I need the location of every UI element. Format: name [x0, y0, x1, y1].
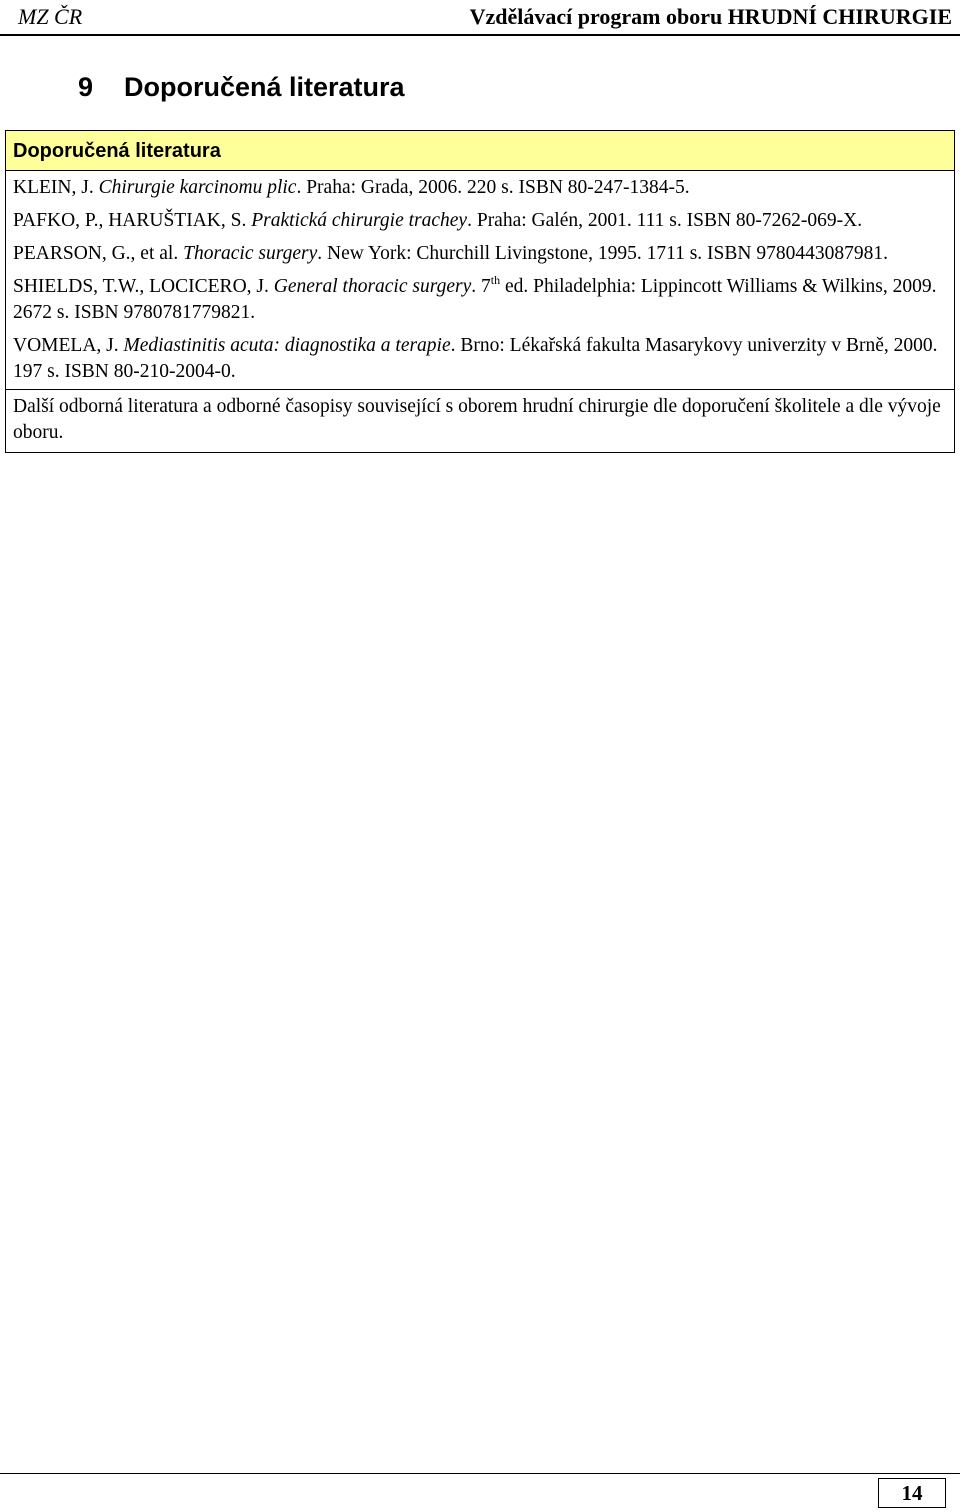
header-ministry: MZ ČR [18, 4, 83, 29]
chapter-title: Doporučená literatura [124, 72, 405, 102]
reference-details: . Praha: Grada, 2006. 220 s. ISBN 80-247-1384-5. [296, 177, 690, 198]
reference-item [13, 274, 946, 326]
reference-details: . Praha: Galén, 2001. 111 s. ISBN 80-7262-069-X. [467, 210, 863, 231]
literature-note: Další odborná literatura a odborné časopisy související s oborem hrudní chirurgie dle doporučení školitele a dle vývoje oboru. [13, 396, 941, 443]
reference-title: Praktická chirurgie trachey [251, 210, 468, 231]
reference-edition-superscript: th [490, 273, 501, 287]
reference-title: Mediastinitis acuta: diagnostika a terapie [123, 335, 451, 356]
page-header [0, 0, 960, 36]
reference-list [6, 171, 954, 390]
reference-authors: SHIELDS, T.W., LOCICERO, J. [13, 276, 274, 297]
reference-details: ed. Philadelphia: Lippincott Williams & Wilkins, 2009. 2672 s. ISBN 9780781779821. [13, 276, 937, 323]
reference-item [13, 208, 946, 234]
reference-item [13, 175, 946, 201]
reference-item [13, 333, 946, 385]
page-footer [0, 1473, 960, 1511]
literature-table-heading: Doporučená literatura [6, 131, 954, 171]
reference-title: Thoracic surgery [183, 243, 318, 264]
chapter-number: 9 [78, 72, 94, 102]
page-number: 14 [878, 1478, 946, 1508]
reference-edition: . 7 [471, 276, 491, 297]
reference-item [13, 241, 946, 267]
reference-details: . Brno: Lékařská fakulta Masarykovy univerzity v Brně, 2000. 197 s. ISBN 80-210-2004-0. [13, 335, 938, 382]
literature-table [5, 130, 955, 453]
reference-authors: PEARSON, G., et al. [13, 243, 184, 264]
header-program-title: Vzdělávací program oboru HRUDNÍ CHIRURGIE [469, 4, 952, 29]
reference-title: General thoracic surgery [273, 276, 472, 297]
chapter-heading [78, 72, 405, 103]
reference-title: Chirurgie karcinomu plic [98, 177, 297, 198]
reference-authors: VOMELA, J. [13, 335, 124, 356]
reference-authors: KLEIN, J. [13, 177, 99, 198]
reference-details: . New York: Churchill Livingstone, 1995. 1711 s. ISBN 9780443087981. [317, 243, 888, 264]
reference-authors: PAFKO, P., HARUŠTIAK, S. [13, 210, 252, 231]
